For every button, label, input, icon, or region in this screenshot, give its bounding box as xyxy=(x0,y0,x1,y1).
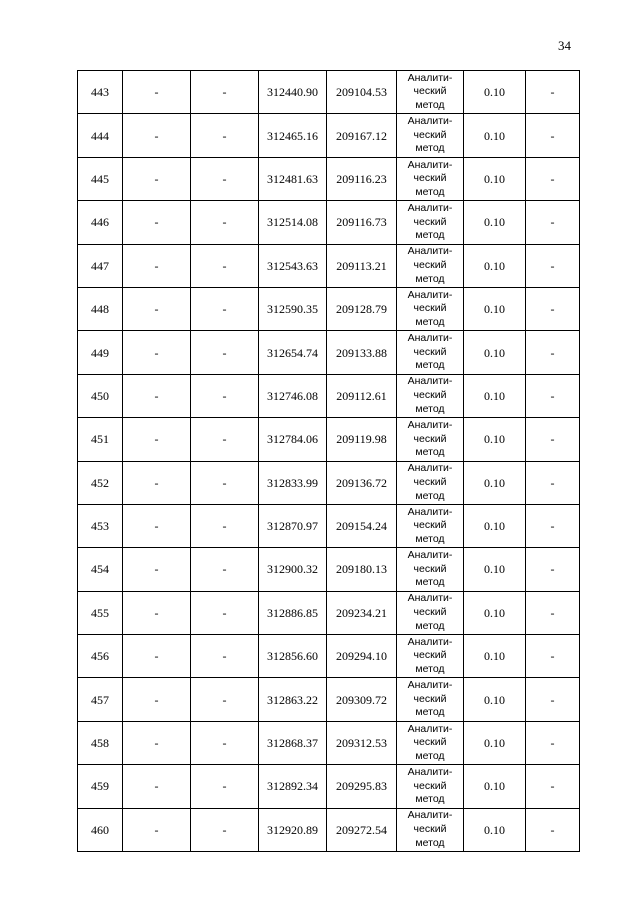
empty-cell: - xyxy=(123,504,191,547)
empty-cell: - xyxy=(191,548,259,591)
empty-cell: - xyxy=(123,71,191,114)
point-number-cell: 443 xyxy=(78,71,123,114)
empty-cell: - xyxy=(123,374,191,417)
empty-cell: - xyxy=(526,678,580,721)
point-number-cell: 449 xyxy=(78,331,123,374)
empty-cell: - xyxy=(191,244,259,287)
empty-cell: - xyxy=(123,678,191,721)
point-number-cell: 457 xyxy=(78,678,123,721)
y-coordinate-cell: 209116.73 xyxy=(327,201,397,244)
empty-cell: - xyxy=(526,461,580,504)
accuracy-cell: 0.10 xyxy=(464,721,526,764)
x-coordinate-cell: 312870.97 xyxy=(259,504,327,547)
table-row xyxy=(78,201,580,244)
empty-cell: - xyxy=(191,114,259,157)
x-coordinate-cell: 312784.06 xyxy=(259,418,327,461)
accuracy-cell: 0.10 xyxy=(464,548,526,591)
y-coordinate-cell: 209167.12 xyxy=(327,114,397,157)
empty-cell: - xyxy=(191,721,259,764)
empty-cell: - xyxy=(526,374,580,417)
empty-cell: - xyxy=(526,591,580,634)
x-coordinate-cell: 312856.60 xyxy=(259,635,327,678)
point-number-cell: 459 xyxy=(78,765,123,808)
empty-cell: - xyxy=(526,504,580,547)
method-cell: Аналити- ческий метод xyxy=(397,808,464,851)
empty-cell: - xyxy=(123,548,191,591)
table-row xyxy=(78,548,580,591)
point-number-cell: 458 xyxy=(78,721,123,764)
point-number-cell: 447 xyxy=(78,244,123,287)
empty-cell: - xyxy=(526,808,580,851)
method-cell: Аналити- ческий метод xyxy=(397,591,464,634)
empty-cell: - xyxy=(123,591,191,634)
empty-cell: - xyxy=(191,71,259,114)
x-coordinate-cell: 312900.32 xyxy=(259,548,327,591)
point-number-cell: 450 xyxy=(78,374,123,417)
empty-cell: - xyxy=(526,71,580,114)
empty-cell: - xyxy=(123,721,191,764)
accuracy-cell: 0.10 xyxy=(464,765,526,808)
accuracy-cell: 0.10 xyxy=(464,331,526,374)
empty-cell: - xyxy=(123,244,191,287)
method-cell: Аналити- ческий метод xyxy=(397,635,464,678)
accuracy-cell: 0.10 xyxy=(464,635,526,678)
x-coordinate-cell: 312654.74 xyxy=(259,331,327,374)
x-coordinate-cell: 312465.16 xyxy=(259,114,327,157)
point-number-cell: 451 xyxy=(78,418,123,461)
method-cell: Аналити- ческий метод xyxy=(397,71,464,114)
point-number-cell: 454 xyxy=(78,548,123,591)
empty-cell: - xyxy=(526,765,580,808)
table-row xyxy=(78,635,580,678)
empty-cell: - xyxy=(191,374,259,417)
empty-cell: - xyxy=(123,287,191,330)
method-cell: Аналити- ческий метод xyxy=(397,548,464,591)
y-coordinate-cell: 209272.54 xyxy=(327,808,397,851)
empty-cell: - xyxy=(191,287,259,330)
point-number-cell: 448 xyxy=(78,287,123,330)
accuracy-cell: 0.10 xyxy=(464,157,526,200)
accuracy-cell: 0.10 xyxy=(464,461,526,504)
coordinates-table-body xyxy=(78,71,580,852)
table-row xyxy=(78,418,580,461)
accuracy-cell: 0.10 xyxy=(464,287,526,330)
x-coordinate-cell: 312892.34 xyxy=(259,765,327,808)
y-coordinate-cell: 209309.72 xyxy=(327,678,397,721)
x-coordinate-cell: 312863.22 xyxy=(259,678,327,721)
method-cell: Аналити- ческий метод xyxy=(397,678,464,721)
y-coordinate-cell: 209116.23 xyxy=(327,157,397,200)
accuracy-cell: 0.10 xyxy=(464,71,526,114)
table-row xyxy=(78,678,580,721)
x-coordinate-cell: 312868.37 xyxy=(259,721,327,764)
coordinates-table xyxy=(77,70,580,852)
point-number-cell: 460 xyxy=(78,808,123,851)
point-number-cell: 456 xyxy=(78,635,123,678)
empty-cell: - xyxy=(526,635,580,678)
empty-cell: - xyxy=(123,418,191,461)
empty-cell: - xyxy=(191,591,259,634)
empty-cell: - xyxy=(191,418,259,461)
empty-cell: - xyxy=(191,461,259,504)
table-row xyxy=(78,721,580,764)
empty-cell: - xyxy=(526,244,580,287)
table-row xyxy=(78,504,580,547)
x-coordinate-cell: 312833.99 xyxy=(259,461,327,504)
empty-cell: - xyxy=(191,808,259,851)
accuracy-cell: 0.10 xyxy=(464,591,526,634)
method-cell: Аналити- ческий метод xyxy=(397,504,464,547)
method-cell: Аналити- ческий метод xyxy=(397,244,464,287)
x-coordinate-cell: 312543.63 xyxy=(259,244,327,287)
point-number-cell: 445 xyxy=(78,157,123,200)
empty-cell: - xyxy=(191,201,259,244)
empty-cell: - xyxy=(526,114,580,157)
table-row xyxy=(78,765,580,808)
x-coordinate-cell: 312514.08 xyxy=(259,201,327,244)
table-row xyxy=(78,287,580,330)
point-number-cell: 446 xyxy=(78,201,123,244)
accuracy-cell: 0.10 xyxy=(464,678,526,721)
table-row xyxy=(78,244,580,287)
empty-cell: - xyxy=(191,157,259,200)
accuracy-cell: 0.10 xyxy=(464,244,526,287)
y-coordinate-cell: 209128.79 xyxy=(327,287,397,330)
table-row xyxy=(78,71,580,114)
empty-cell: - xyxy=(191,765,259,808)
empty-cell: - xyxy=(526,721,580,764)
method-cell: Аналити- ческий метод xyxy=(397,201,464,244)
x-coordinate-cell: 312440.90 xyxy=(259,71,327,114)
accuracy-cell: 0.10 xyxy=(464,114,526,157)
method-cell: Аналити- ческий метод xyxy=(397,461,464,504)
x-coordinate-cell: 312481.63 xyxy=(259,157,327,200)
method-cell: Аналити- ческий метод xyxy=(397,114,464,157)
empty-cell: - xyxy=(123,765,191,808)
table-row xyxy=(78,331,580,374)
point-number-cell: 455 xyxy=(78,591,123,634)
y-coordinate-cell: 209133.88 xyxy=(327,331,397,374)
empty-cell: - xyxy=(191,678,259,721)
table-row xyxy=(78,591,580,634)
y-coordinate-cell: 209113.21 xyxy=(327,244,397,287)
y-coordinate-cell: 209104.53 xyxy=(327,71,397,114)
empty-cell: - xyxy=(123,201,191,244)
y-coordinate-cell: 209119.98 xyxy=(327,418,397,461)
empty-cell: - xyxy=(123,461,191,504)
table-row xyxy=(78,114,580,157)
empty-cell: - xyxy=(526,331,580,374)
x-coordinate-cell: 312886.85 xyxy=(259,591,327,634)
empty-cell: - xyxy=(123,157,191,200)
accuracy-cell: 0.10 xyxy=(464,504,526,547)
empty-cell: - xyxy=(191,635,259,678)
table-row xyxy=(78,808,580,851)
table-row xyxy=(78,461,580,504)
empty-cell: - xyxy=(123,635,191,678)
method-cell: Аналити- ческий метод xyxy=(397,765,464,808)
accuracy-cell: 0.10 xyxy=(464,201,526,244)
method-cell: Аналити- ческий метод xyxy=(397,721,464,764)
empty-cell: - xyxy=(526,157,580,200)
point-number-cell: 453 xyxy=(78,504,123,547)
method-cell: Аналити- ческий метод xyxy=(397,331,464,374)
y-coordinate-cell: 209154.24 xyxy=(327,504,397,547)
empty-cell: - xyxy=(526,287,580,330)
x-coordinate-cell: 312746.08 xyxy=(259,374,327,417)
y-coordinate-cell: 209180.13 xyxy=(327,548,397,591)
y-coordinate-cell: 209294.10 xyxy=(327,635,397,678)
point-number-cell: 444 xyxy=(78,114,123,157)
method-cell: Аналити- ческий метод xyxy=(397,374,464,417)
empty-cell: - xyxy=(123,114,191,157)
y-coordinate-cell: 209234.21 xyxy=(327,591,397,634)
page-number: 34 xyxy=(558,38,571,53)
empty-cell: - xyxy=(526,201,580,244)
method-cell: Аналити- ческий метод xyxy=(397,157,464,200)
y-coordinate-cell: 209136.72 xyxy=(327,461,397,504)
method-cell: Аналити- ческий метод xyxy=(397,287,464,330)
empty-cell: - xyxy=(526,548,580,591)
empty-cell: - xyxy=(191,331,259,374)
empty-cell: - xyxy=(191,504,259,547)
empty-cell: - xyxy=(526,418,580,461)
accuracy-cell: 0.10 xyxy=(464,374,526,417)
table-row xyxy=(78,374,580,417)
method-cell: Аналити- ческий метод xyxy=(397,418,464,461)
table-row xyxy=(78,157,580,200)
x-coordinate-cell: 312920.89 xyxy=(259,808,327,851)
x-coordinate-cell: 312590.35 xyxy=(259,287,327,330)
point-number-cell: 452 xyxy=(78,461,123,504)
y-coordinate-cell: 209112.61 xyxy=(327,374,397,417)
empty-cell: - xyxy=(123,331,191,374)
y-coordinate-cell: 209312.53 xyxy=(327,721,397,764)
accuracy-cell: 0.10 xyxy=(464,418,526,461)
y-coordinate-cell: 209295.83 xyxy=(327,765,397,808)
accuracy-cell: 0.10 xyxy=(464,808,526,851)
empty-cell: - xyxy=(123,808,191,851)
